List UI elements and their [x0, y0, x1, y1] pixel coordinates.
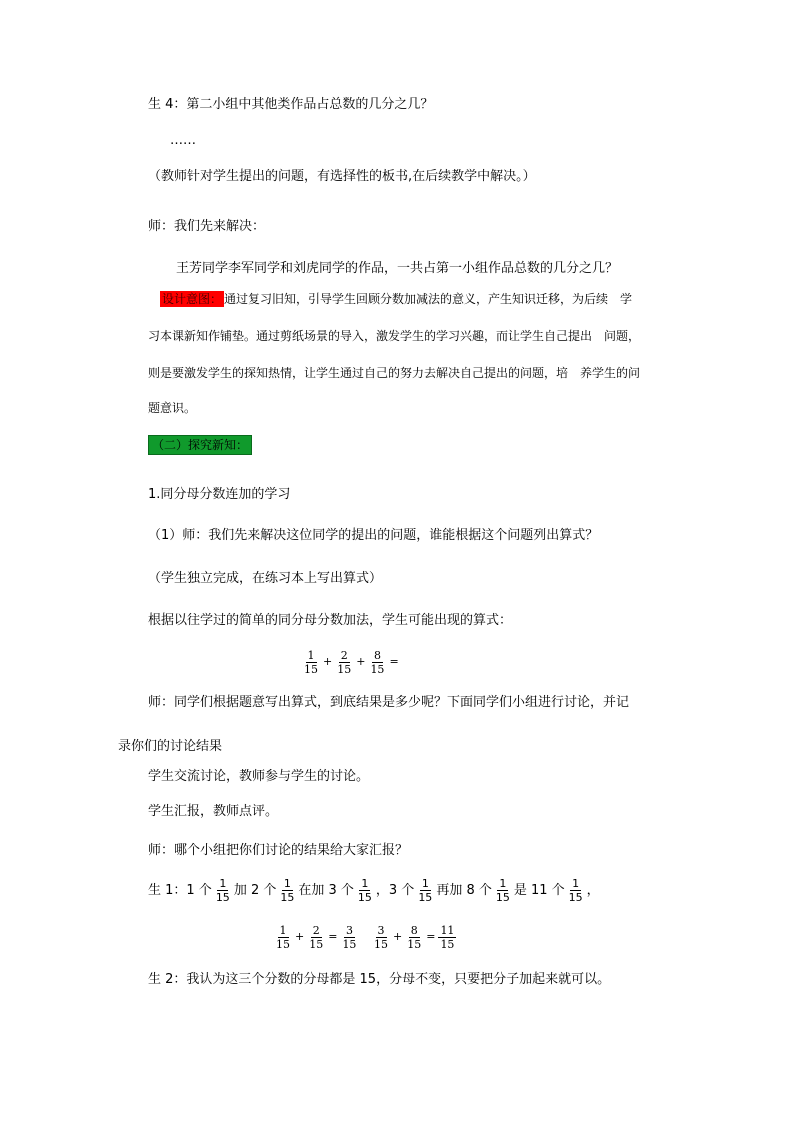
fraction: $\frac{1}{15}$: [495, 877, 510, 904]
fraction: $\frac{2}{15}$: [309, 923, 324, 951]
student-2-answer: 生 2：我认为这三个分数的分母都是 15，分母不变，只要把分子加起来就可以。: [148, 972, 611, 987]
equation-2a: [272, 920, 360, 955]
text-fragment: 1 个: [186, 883, 212, 898]
design-intent-line-4: 题意识。: [148, 401, 197, 415]
section-heading: （二）探究新知：: [148, 435, 252, 455]
student-task-note: （学生独立完成，在练习本上写出算式）: [148, 571, 383, 586]
fraction: $\frac{1}{15}$: [215, 877, 230, 904]
text-fragment: 是 11 个: [513, 883, 565, 898]
equation-1: [300, 645, 400, 680]
question-text: 王芳同学李军同学和刘虎同学的作品，一共占第一小组作品总数的几分之几？: [176, 261, 619, 276]
teacher-discussion-line-1: 师：同学们根据题意写出算式，到底结果是多少呢？下面同学们小组进行讨论，并记: [148, 695, 630, 710]
fraction: $\frac{2}{15}$: [337, 648, 352, 676]
fraction: $\frac{1}{15}$: [276, 923, 290, 951]
fraction: $\frac{1}{15}$: [304, 648, 318, 676]
text-fragment: ，3 个: [375, 883, 415, 898]
student-1-answer: [148, 874, 600, 908]
student-4-question: 生 4：第二小组中其他类作品占总数的几分之几？: [148, 97, 434, 112]
subsection-heading: 1.同分母分数连加的学习: [148, 487, 291, 502]
teacher-line-1: 师：我们先来解决：: [148, 219, 266, 234]
possible-formula-intro: 根据以往学过的简单的同分母分数加法，学生可能出现的算式：: [148, 613, 513, 628]
plus-sign: +: [356, 655, 366, 668]
equals-sign: =: [389, 655, 399, 668]
fraction: $\frac{1}{15}$: [568, 877, 583, 904]
text-fragment: 加 2 个: [233, 883, 277, 898]
teacher-discussion-line-2: 录你们的讨论结果: [118, 739, 223, 754]
design-intent-tag: 设计意图：: [162, 292, 223, 306]
fraction: $\frac{3}{15}$: [342, 923, 357, 951]
design-intent-line-1: [160, 290, 632, 308]
fraction: $\frac{1}{15}$: [357, 877, 372, 904]
teacher-question-1: （1）师：我们先来解决这位同学的提出的问题，谁能根据这个问题列出算式？: [148, 528, 599, 543]
design-intent-text-1: 通过复习旧知，引导学生回顾分数加减法的意义，产生知识迁移，为后续 学: [224, 292, 633, 306]
equals-sign: =: [426, 930, 436, 943]
section-heading-line: [148, 436, 252, 454]
teacher-question-2: 师：哪个小组把你们讨论的结果给大家汇报？: [148, 843, 409, 858]
fraction: $\frac{11}{15}$: [440, 923, 455, 951]
fraction: $\frac{1}{15}$: [418, 877, 433, 904]
speaker-label: 生 1：: [148, 883, 187, 898]
design-intent-line-2: 习本课新知作铺垫。通过剪纸场景的导入，激发学生的学习兴趣，而让学生自己提出 问题，: [148, 329, 641, 343]
equation-2b: [370, 920, 458, 955]
fraction: $\frac{8}{15}$: [370, 648, 385, 676]
plus-sign: +: [393, 930, 403, 943]
plus-sign: +: [323, 655, 333, 668]
text-fragment: 在加 3 个: [298, 883, 354, 898]
plus-sign: +: [295, 930, 305, 943]
fraction: $\frac{1}{15}$: [280, 877, 295, 904]
design-intent-line-3: 则是要激发学生的探知热情，让学生通过自己的努力去解决自己提出的问题，培 养学生的问: [148, 366, 641, 380]
equals-sign: =: [328, 930, 338, 943]
ellipsis: ……: [170, 133, 196, 148]
student-report: 学生汇报，教师点评。: [148, 804, 279, 819]
student-discussion: 学生交流讨论，教师参与学生的讨论。: [148, 769, 370, 784]
text-fragment: ，: [586, 883, 600, 898]
teacher-note: （教师针对学生提出的问题，有选择性的板书,在后续教学中解决。）: [148, 169, 536, 184]
text-fragment: 再加 8 个: [436, 883, 492, 898]
fraction: $\frac{3}{15}$: [374, 923, 388, 951]
fraction: $\frac{8}{15}$: [407, 923, 422, 951]
